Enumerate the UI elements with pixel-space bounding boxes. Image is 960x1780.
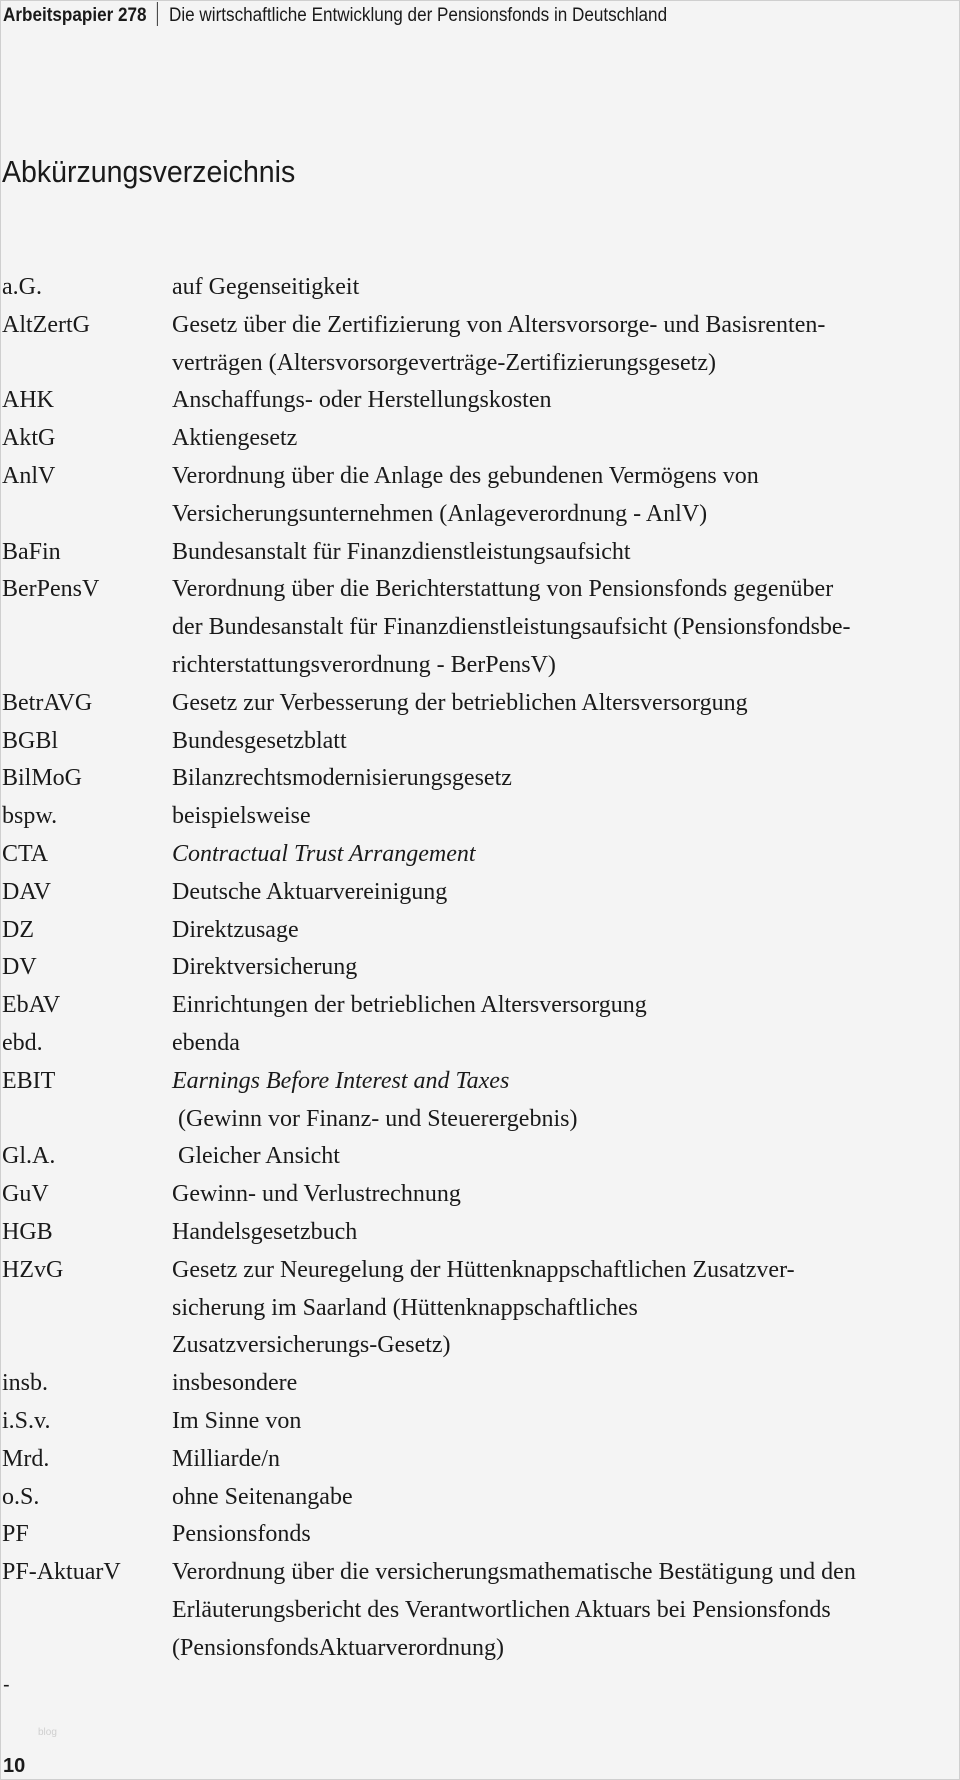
meaning-line: beispielsweise: [172, 803, 311, 830]
abbreviation: AHK: [2, 387, 54, 414]
abbreviation: BetrAVG: [2, 689, 93, 716]
abbreviation: EBIT: [2, 1067, 56, 1094]
abbreviation-meaning: [172, 1479, 958, 1517]
abbreviation-meaning: [172, 1138, 958, 1176]
page-number: 10: [3, 1755, 26, 1777]
meaning-line: richterstattungsverordnung - BerPensV): [172, 651, 556, 678]
meaning-line: (PensionsfondsAktuarverordnung): [172, 1634, 504, 1661]
abbreviation-meaning: [172, 987, 958, 1025]
abbreviation: bspw.: [2, 803, 58, 830]
abbreviation-entry: [2, 987, 958, 1025]
abbreviation-entry: [2, 1365, 958, 1403]
abbreviation-meaning: [172, 685, 958, 723]
abbreviation-entry: [2, 307, 958, 383]
abbreviation-entry: [2, 1063, 958, 1139]
abbreviation: Mrd.: [2, 1445, 50, 1472]
abbreviation-entry: [2, 534, 958, 572]
abbreviation-meaning: [172, 1441, 958, 1479]
abbreviation-meaning: [172, 949, 958, 987]
abbreviation-meaning: [172, 307, 958, 383]
abbreviation: a.G.: [2, 274, 42, 300]
meaning-line: Milliarde/n: [172, 1445, 280, 1472]
abbreviation-meaning: [172, 1025, 958, 1063]
abbreviation-entry: [2, 420, 958, 458]
abbreviation-entry: [2, 1252, 958, 1365]
abbreviation-entry: [2, 1025, 958, 1063]
meaning-line: verträgen (Altersvorsorgeverträge-Zertifizierungsgesetz): [172, 349, 716, 376]
abbreviation-entry: [2, 458, 958, 534]
meaning-line: Earnings Before Interest and Taxes: [172, 1067, 510, 1094]
abbreviation-entry: [2, 269, 958, 307]
meaning-line: Bundesgesetzblatt: [172, 727, 347, 754]
abbreviation-meaning: [172, 1365, 958, 1403]
abbreviation-meaning: [172, 836, 958, 874]
abbreviation-entry: [2, 382, 958, 420]
meaning-line: Verordnung über die Berichterstattung von Pensionsfonds gegenüber: [172, 576, 834, 603]
abbreviation-entry: [2, 1138, 958, 1176]
abbreviation-meaning: [172, 912, 958, 950]
meaning-line: Erläuterungsbericht des Verantwortlichen Aktuars bei Pensionsfonds: [172, 1596, 831, 1623]
abbreviation-meaning: [172, 458, 958, 534]
abbreviation-entry: [2, 723, 958, 761]
abbreviation-entry: [2, 1214, 958, 1252]
meaning-line: Anschaffungs- oder Herstellungskosten: [172, 387, 552, 414]
abbreviation: BerPensV: [2, 576, 100, 603]
meaning-line: Contractual Trust Arrangement: [172, 840, 476, 867]
meaning-line: Im Sinne von: [172, 1407, 302, 1434]
abbreviation: PF-AktuarV: [2, 1559, 121, 1586]
meaning-line: Gewinn- und Verlustrechnung: [172, 1181, 461, 1208]
abbreviation-meaning: [172, 1063, 958, 1139]
abbreviation: i.S.v.: [2, 1407, 51, 1434]
abbreviation: BilMoG: [2, 765, 83, 792]
meaning-line: Verordnung über die versicherungsmathematische Bestätigung und den: [172, 1559, 856, 1586]
abbreviation: AnlV: [2, 462, 56, 489]
abbreviation-entry: [2, 1176, 958, 1214]
abbreviation: BGBl: [2, 727, 59, 754]
abbreviation-entry: [2, 912, 958, 950]
abbreviation-meaning: [172, 1176, 958, 1214]
abbreviation: DAV: [2, 878, 51, 905]
abbreviation-meaning: [172, 571, 958, 684]
meaning-line: Gesetz zur Neuregelung der Hüttenknappschaftlichen Zusatzver-: [172, 1256, 795, 1283]
abbreviation-meaning: [172, 760, 958, 798]
abbreviation-entry: [2, 949, 958, 987]
abbreviation-meaning: [172, 269, 958, 307]
meaning-line: Direktzusage: [172, 916, 299, 943]
abbreviation-meaning: [172, 798, 958, 836]
abbreviation: ebd.: [2, 1029, 43, 1056]
abbreviation: CTA: [2, 840, 49, 867]
meaning-line: der Bundesanstalt für Finanzdienstleistungsaufsicht (Pensionsfondsbe-: [172, 614, 851, 641]
abbreviation-entry: [2, 685, 958, 723]
abbreviation-meaning: [172, 1554, 958, 1667]
abbreviation-meaning: [172, 382, 958, 420]
abbreviation: DZ: [2, 916, 34, 943]
abbreviation: EbAV: [2, 992, 61, 1019]
page-title: Abkürzungsverzeichnis: [2, 154, 296, 189]
abbreviation-entry: [2, 1403, 958, 1441]
trailing-dash: -: [3, 1674, 10, 1696]
meaning-line: Pensionsfonds: [172, 1521, 311, 1548]
meaning-line: (Gewinn vor Finanz- und Steuerergebnis): [172, 1105, 578, 1132]
meaning-line: Bundesanstalt für Finanzdienstleistungsaufsicht: [172, 538, 631, 565]
abbreviation-meaning: [172, 723, 958, 761]
meaning-line: Einrichtungen der betrieblichen Altersversorgung: [172, 992, 647, 1019]
abbreviation-entry: [2, 1516, 958, 1554]
header-series: Arbeitspapier 278: [3, 5, 147, 26]
abbreviation: Gl.A.: [2, 1143, 56, 1170]
abbreviation-meaning: [172, 1252, 958, 1365]
abbreviation-meaning: [172, 420, 958, 458]
abbreviation-entry: [2, 1441, 958, 1479]
abbreviation-entry: [2, 760, 958, 798]
abbreviation-meaning: [172, 534, 958, 572]
meaning-line: ohne Seitenangabe: [172, 1483, 353, 1510]
meaning-line: Aktiengesetz: [172, 425, 298, 452]
meaning-line: Gesetz über die Zertifizierung von Altersvorsorge- und Basisrenten-: [172, 311, 826, 338]
meaning-line: insbesondere: [172, 1370, 298, 1397]
abbreviation: BaFin: [2, 538, 61, 565]
meaning-line: Bilanzrechtsmodernisierungsgesetz: [172, 765, 512, 792]
watermark: blog: [38, 1727, 57, 1738]
header-title: Die wirtschaftliche Entwicklung der Pensionsfonds in Deutschland: [169, 5, 668, 26]
meaning-line: sicherung im Saarland (Hüttenknappschaftliches: [172, 1294, 638, 1321]
header-divider: [157, 2, 158, 26]
abbreviation-meaning: [172, 1516, 958, 1554]
abbreviation: insb.: [2, 1370, 49, 1397]
abbreviation: GuV: [2, 1181, 49, 1208]
abbreviation-entry: [2, 571, 958, 684]
meaning-line: Handelsgesetzbuch: [172, 1218, 358, 1245]
abbreviation: HGB: [2, 1218, 53, 1245]
abbreviation-entry: [2, 1554, 958, 1667]
meaning-line: ebenda: [172, 1029, 240, 1056]
meaning-line: Gesetz zur Verbesserung der betrieblichen Altersversorgung: [172, 689, 748, 716]
abbreviation: HZvG: [2, 1256, 64, 1283]
meaning-line: Versicherungsunternehmen (Anlageverordnung - AnlV): [172, 500, 708, 527]
meaning-line: Verordnung über die Anlage des gebundenen Vermögens von: [172, 462, 759, 489]
abbreviation-meaning: [172, 874, 958, 912]
meaning-line: Gleicher Ansicht: [172, 1143, 340, 1170]
abbreviation-entry: [2, 874, 958, 912]
abbreviation-list: [2, 269, 958, 1667]
meaning-line: Zusatzversicherungs-Gesetz): [172, 1332, 451, 1359]
abbreviation-entry: [2, 798, 958, 836]
abbreviation-meaning: [172, 1403, 958, 1441]
abbreviation: DV: [2, 954, 37, 981]
abbreviation-entry: [2, 836, 958, 874]
meaning-line: Direktversicherung: [172, 954, 358, 981]
abbreviation: AltZertG: [2, 311, 90, 338]
abbreviation: AktG: [2, 425, 56, 452]
abbreviation: o.S.: [2, 1483, 40, 1510]
running-header: [3, 2, 667, 27]
meaning-line: auf Gegenseitigkeit: [172, 274, 360, 300]
abbreviation: PF: [2, 1521, 29, 1548]
abbreviation-entry: [2, 1479, 958, 1517]
abbreviation-meaning: [172, 1214, 958, 1252]
meaning-line: Deutsche Aktuarvereinigung: [172, 878, 448, 905]
